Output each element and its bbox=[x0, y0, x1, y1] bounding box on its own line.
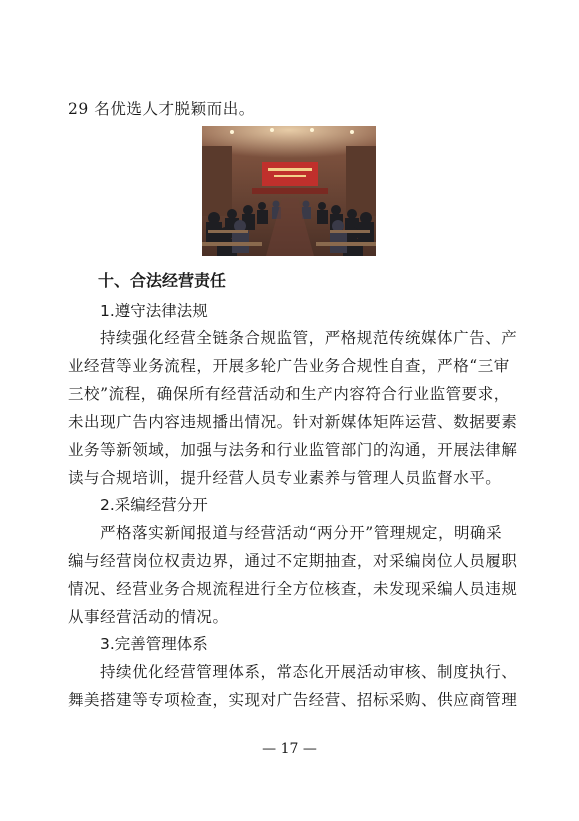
subsection-title-1: 1.遵守法律法规 bbox=[100, 302, 208, 320]
paragraph-line: 未出现广告内容违规播出情况。针对新媒体矩阵运营、数据要素 bbox=[68, 413, 518, 431]
paragraph-line: 业务等新领域，加强与法务和行业监管部门的沟通，开展法律解 bbox=[68, 441, 518, 459]
paragraph-line: 持续优化经营管理体系，常态化开展活动审核、制度执行、 bbox=[100, 663, 518, 681]
paragraph-line: 读与合规培训，提升经营人员专业素养与管理人员监督水平。 bbox=[68, 469, 502, 487]
paragraph-line: 业经营等业务流程，开展多轮广告业务合规性自查，严格“三审 bbox=[68, 357, 510, 375]
paragraph-line: 编与经营岗位权责边界，通过不定期抽查，对采编岗位人员履职 bbox=[68, 552, 518, 570]
paragraph-line: 严格落实新闻报道与经营活动“两分开”管理规定，明确采 bbox=[100, 524, 503, 542]
paragraph-line: 舞美搭建等专项检查，实现对广告经营、招标采购、供应商管理 bbox=[68, 691, 518, 709]
section-heading: 十、合法经营责任 bbox=[98, 271, 227, 290]
paragraph-line: 情况、经营业务合规流程进行全方位核查，未发现采编人员违规 bbox=[68, 580, 518, 598]
meeting-photo bbox=[202, 126, 376, 256]
subsection-title-2: 2.采编经营分开 bbox=[100, 496, 208, 514]
paragraph-line: 从事经营活动的情况。 bbox=[68, 608, 229, 626]
paragraph-line: 持续强化经营全链条合规监管，严格规范传统媒体广告、产 bbox=[100, 329, 518, 347]
subsection-title-3: 3.完善管理体系 bbox=[100, 635, 208, 653]
intro-line: 29 名优选人才脱颖而出。 bbox=[68, 100, 255, 118]
page-number: — 17 — bbox=[262, 741, 317, 757]
paragraph-line: 三校”流程，确保所有经营活动和生产内容符合行业监管要求， bbox=[68, 385, 510, 403]
